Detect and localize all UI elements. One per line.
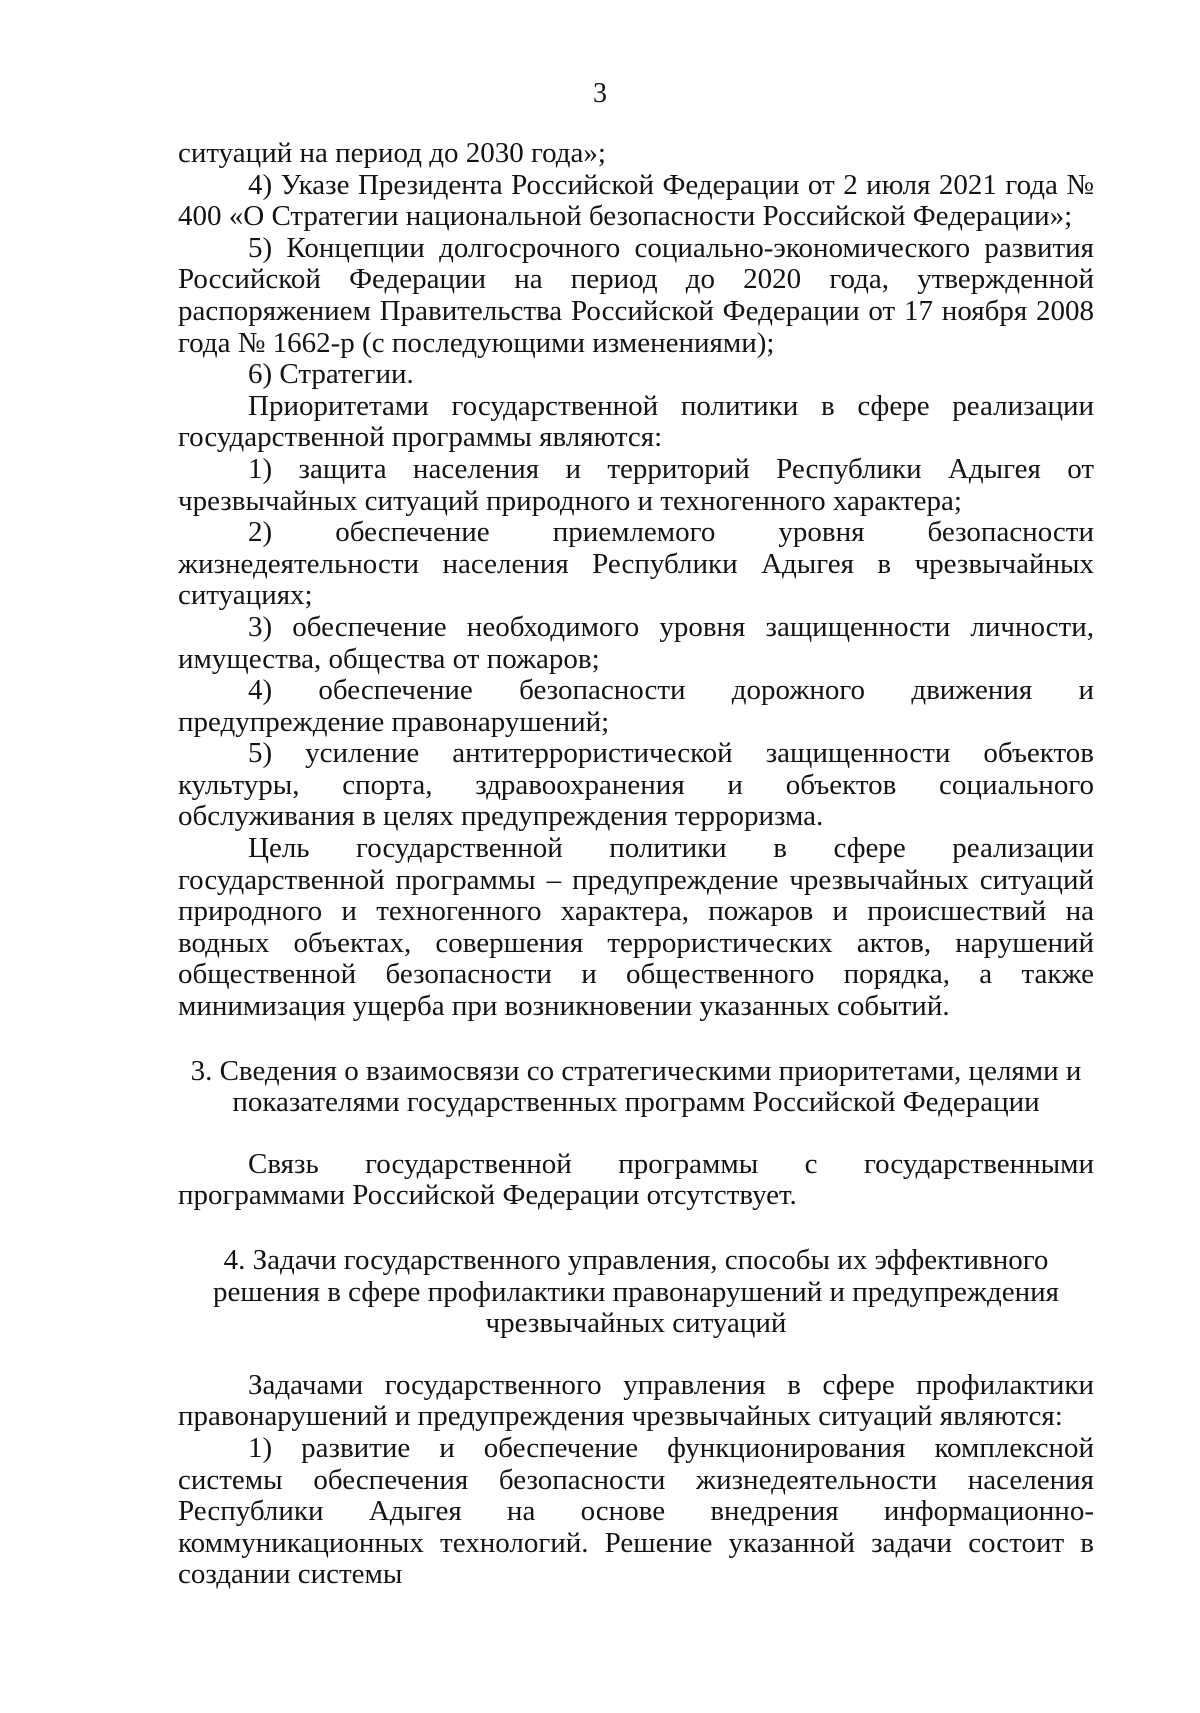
list-item: 2) обеспечение приемлемого уровня безопасности жизнедеятельности населения Республики Адыгея в чрезвычайных ситуациях; [178, 516, 1094, 612]
document-body [178, 138, 1094, 1591]
paragraph: ситуаций на период до 2030 года»; [178, 137, 606, 169]
paragraph: Приоритетами государственной политики в сфере реализации государственной программы являются: [178, 389, 1094, 454]
page-number: 3 [593, 78, 607, 109]
paragraph: 6) Стратегии. [248, 358, 414, 391]
section-4-heading-line-2: решения в сфере профилактики правонарушений и предупреждения [213, 1275, 1059, 1308]
list-item: 1) развитие и обеспечение функционирования комплексной системы обеспечения безопасности жизнедеятельности населения Республики Адыгея на основе внедрения информационно-коммуникационных технологий. Решение указанной задачи состоит в создании системы [178, 1431, 1094, 1591]
section-4-intro: Задачами государственного управления в сфере профилактики правонарушений и предупреждения чрезвычайных ситуаций являются: [178, 1368, 1094, 1433]
list-item: 3) обеспечение необходимого уровня защищенности личности, имущества, общества от пожаров; [178, 610, 1094, 675]
section-4-heading-line-3: чрезвычайных ситуаций [485, 1307, 787, 1340]
section-3-heading-line-1: 3. Сведения о взаимосвязи со стратегическими приоритетами, целями и [190, 1054, 1082, 1087]
list-item: 4) обеспечение безопасности дорожного движения и предупреждение правонарушений; [178, 674, 1094, 738]
section-3-heading-line-2: показателями государственных программ Российской Федерации [232, 1086, 1040, 1119]
paragraph: Цель государственной политики в сфере реализации государственной программы – предупреждение чрезвычайных ситуаций природного и техногенного характера, пожаров и происшествий на водных объектах, совершения террористических актов, нарушений общественной безопасности и общественного порядка, а также минимизация ущерба при возникновении указанных событий. [178, 832, 1094, 1023]
section-4-heading-line-1: 4. Задачи государственного управления, способы их эффективного [223, 1244, 1049, 1276]
list-item: 1) защита населения и территорий Республики Адыгея от чрезвычайных ситуаций природного и техногенного характера; [178, 452, 1094, 517]
paragraph: 5) Концепции долгосрочного социально-экономического развития Российской Федерации на период до 2020 года, утвержденной распоряжением Правительства Российской Федерации от 17 ноября 2008 года № 1662-р (с последующими изменениями); [178, 231, 1094, 359]
section-3-text: Связь государственной программы с государственными программами Российской Федерации отсутствует. [178, 1147, 1094, 1212]
paragraph: 4) Указе Президента Российской Федерации от 2 июля 2021 года № 400 «О Стратегии национальной безопасности Российской Федерации»; [178, 168, 1094, 233]
list-item: 5) усиление антитеррористической защищенности объектов культуры, спорта, здравоохранения и объектов социального обслуживания в целях предупреждения терроризма. [178, 737, 1094, 833]
